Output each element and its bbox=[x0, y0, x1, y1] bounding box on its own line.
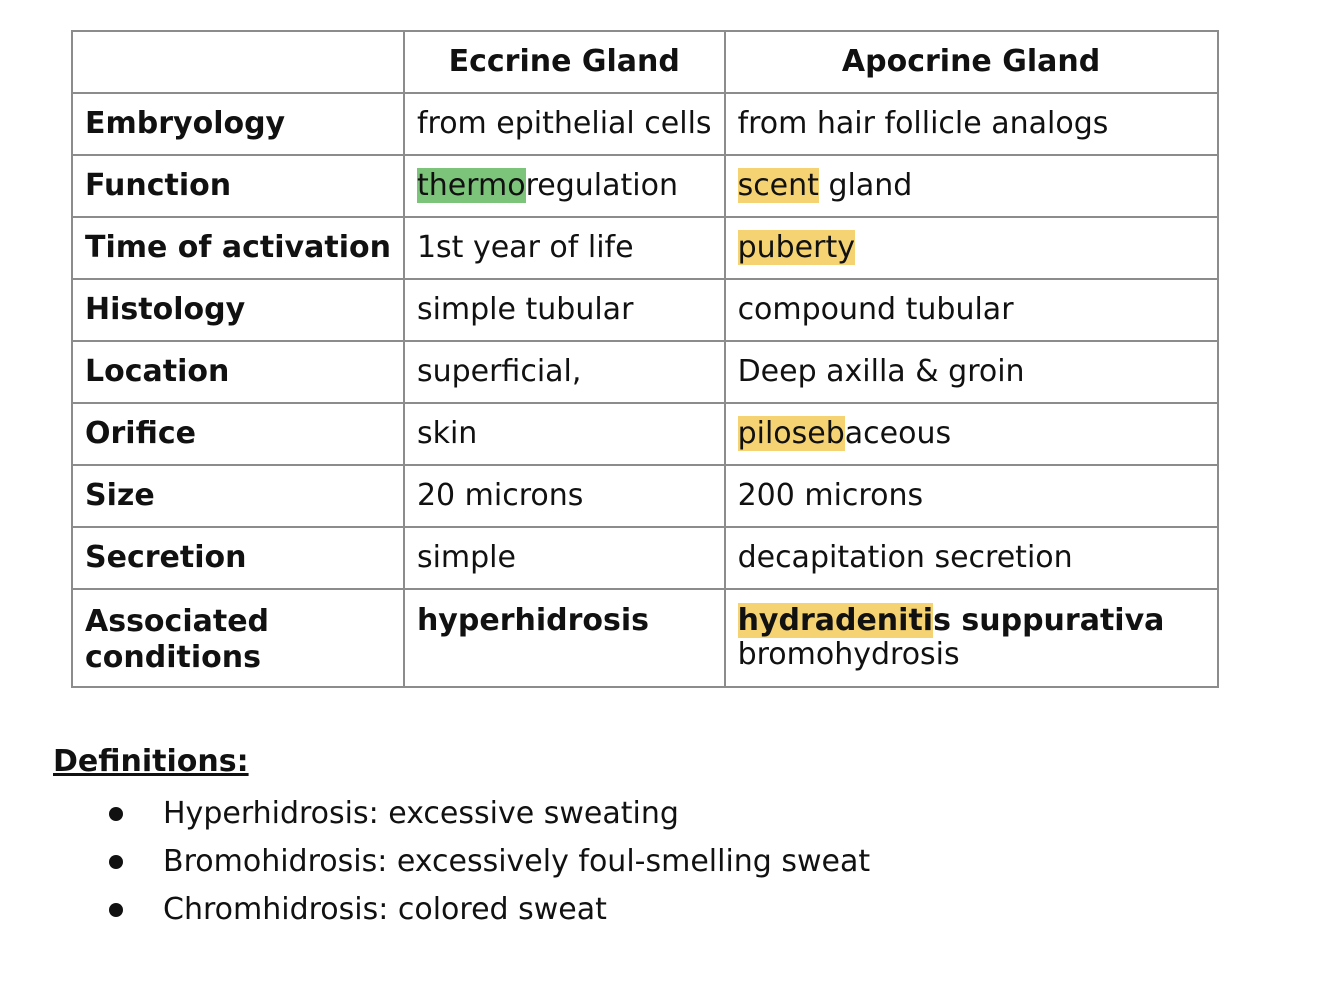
highlighted-text: scent bbox=[737, 168, 819, 203]
apocrine-cell bbox=[725, 155, 1218, 217]
row-label: Location bbox=[72, 341, 404, 403]
cell-line bbox=[738, 541, 1205, 575]
bullet-icon bbox=[109, 855, 123, 869]
cell-line bbox=[417, 293, 712, 327]
cell-line bbox=[738, 107, 1205, 141]
gland-comparison-table bbox=[71, 30, 1219, 688]
highlighted-text: puberty bbox=[737, 230, 855, 265]
bullet-icon bbox=[109, 807, 123, 821]
cell-text: s suppurativa bbox=[933, 603, 1165, 638]
eccrine-cell bbox=[404, 279, 725, 341]
cell-line bbox=[417, 479, 712, 513]
cell-line bbox=[738, 169, 1205, 203]
eccrine-cell bbox=[404, 93, 725, 155]
cell-text: hyperhidrosis bbox=[416, 603, 649, 638]
cell-line bbox=[738, 638, 1205, 672]
apocrine-cell bbox=[725, 465, 1218, 527]
cell-line bbox=[738, 417, 1205, 451]
cell-line bbox=[417, 169, 712, 203]
row-label: Secretion bbox=[72, 527, 404, 589]
row-label: Associated conditions bbox=[72, 589, 404, 687]
eccrine-cell bbox=[404, 217, 725, 279]
table-row-orifice bbox=[72, 403, 1218, 465]
eccrine-cell bbox=[404, 589, 725, 687]
cell-text: from epithelial cells bbox=[416, 106, 712, 141]
definition-item bbox=[53, 886, 870, 934]
cell-line bbox=[417, 231, 712, 265]
cell-text: superficial, bbox=[416, 354, 582, 389]
cell-line bbox=[738, 293, 1205, 327]
definitions-heading: Definitions: bbox=[53, 744, 249, 779]
cell-line bbox=[738, 355, 1205, 389]
apocrine-cell bbox=[725, 217, 1218, 279]
eccrine-cell bbox=[404, 155, 725, 217]
highlighted-text: piloseb bbox=[737, 416, 845, 451]
definitions-section bbox=[53, 740, 870, 934]
table-row-size bbox=[72, 465, 1218, 527]
cell-text: decapitation secretion bbox=[737, 540, 1073, 575]
cell-line bbox=[417, 107, 712, 141]
cell-line bbox=[738, 231, 1205, 265]
table-row-associated-conditions bbox=[72, 589, 1218, 687]
row-label: Time of activation bbox=[72, 217, 404, 279]
cell-text: skin bbox=[416, 416, 478, 451]
definition-text: Hyperhidrosis: excessive sweating bbox=[163, 796, 679, 831]
row-label: Histology bbox=[72, 279, 404, 341]
eccrine-cell bbox=[404, 465, 725, 527]
cell-text: 20 microns bbox=[416, 478, 584, 513]
definition-text: Chromhidrosis: colored sweat bbox=[163, 892, 607, 927]
table-row-secretion bbox=[72, 527, 1218, 589]
definition-text: Bromohidrosis: excessively foul-smelling sweat bbox=[163, 844, 871, 879]
table-row-histology bbox=[72, 279, 1218, 341]
header-row bbox=[72, 31, 1218, 93]
eccrine-cell bbox=[404, 341, 725, 403]
bullet-icon bbox=[109, 903, 123, 917]
cell-text: simple tubular bbox=[416, 292, 634, 327]
cell-text: Deep axilla & groin bbox=[737, 354, 1025, 389]
apocrine-cell bbox=[725, 341, 1218, 403]
cell-line bbox=[417, 541, 712, 575]
cell-text: gland bbox=[818, 168, 913, 203]
apocrine-cell bbox=[725, 279, 1218, 341]
highlighted-text: hydradeniti bbox=[737, 603, 934, 638]
cell-text: bromohydrosis bbox=[737, 637, 960, 672]
cell-text: 1st year of life bbox=[416, 230, 634, 265]
row-label: Size bbox=[72, 465, 404, 527]
apocrine-cell bbox=[725, 403, 1218, 465]
table-row-location bbox=[72, 341, 1218, 403]
cell-text: 200 microns bbox=[737, 478, 924, 513]
apocrine-cell bbox=[725, 93, 1218, 155]
eccrine-cell bbox=[404, 403, 725, 465]
cell-text: from hair follicle analogs bbox=[737, 106, 1109, 141]
definitions-list bbox=[53, 790, 870, 934]
header-apocrine-gland: Apocrine Gland bbox=[725, 31, 1218, 93]
header-eccrine-gland: Eccrine Gland bbox=[404, 31, 725, 93]
cell-text: compound tubular bbox=[737, 292, 1014, 327]
cell-text: aceous bbox=[844, 416, 952, 451]
cell-text: regulation bbox=[525, 168, 678, 203]
definition-item bbox=[53, 838, 870, 886]
eccrine-cell bbox=[404, 527, 725, 589]
header-cell-empty bbox=[72, 31, 404, 93]
row-label: Function bbox=[72, 155, 404, 217]
apocrine-cell bbox=[725, 527, 1218, 589]
apocrine-cell bbox=[725, 589, 1218, 687]
cell-line bbox=[738, 479, 1205, 513]
cell-line bbox=[738, 604, 1205, 638]
cell-line bbox=[417, 355, 712, 389]
cell-text: simple bbox=[416, 540, 516, 575]
cell-line bbox=[417, 417, 712, 451]
row-label: Orifice bbox=[72, 403, 404, 465]
table-row-time-of-activation bbox=[72, 217, 1218, 279]
highlighted-text: thermo bbox=[416, 168, 526, 203]
table-row-function bbox=[72, 155, 1218, 217]
definition-item bbox=[53, 790, 870, 838]
table-row-embryology bbox=[72, 93, 1218, 155]
cell-line bbox=[417, 604, 712, 638]
row-label: Embryology bbox=[72, 93, 404, 155]
